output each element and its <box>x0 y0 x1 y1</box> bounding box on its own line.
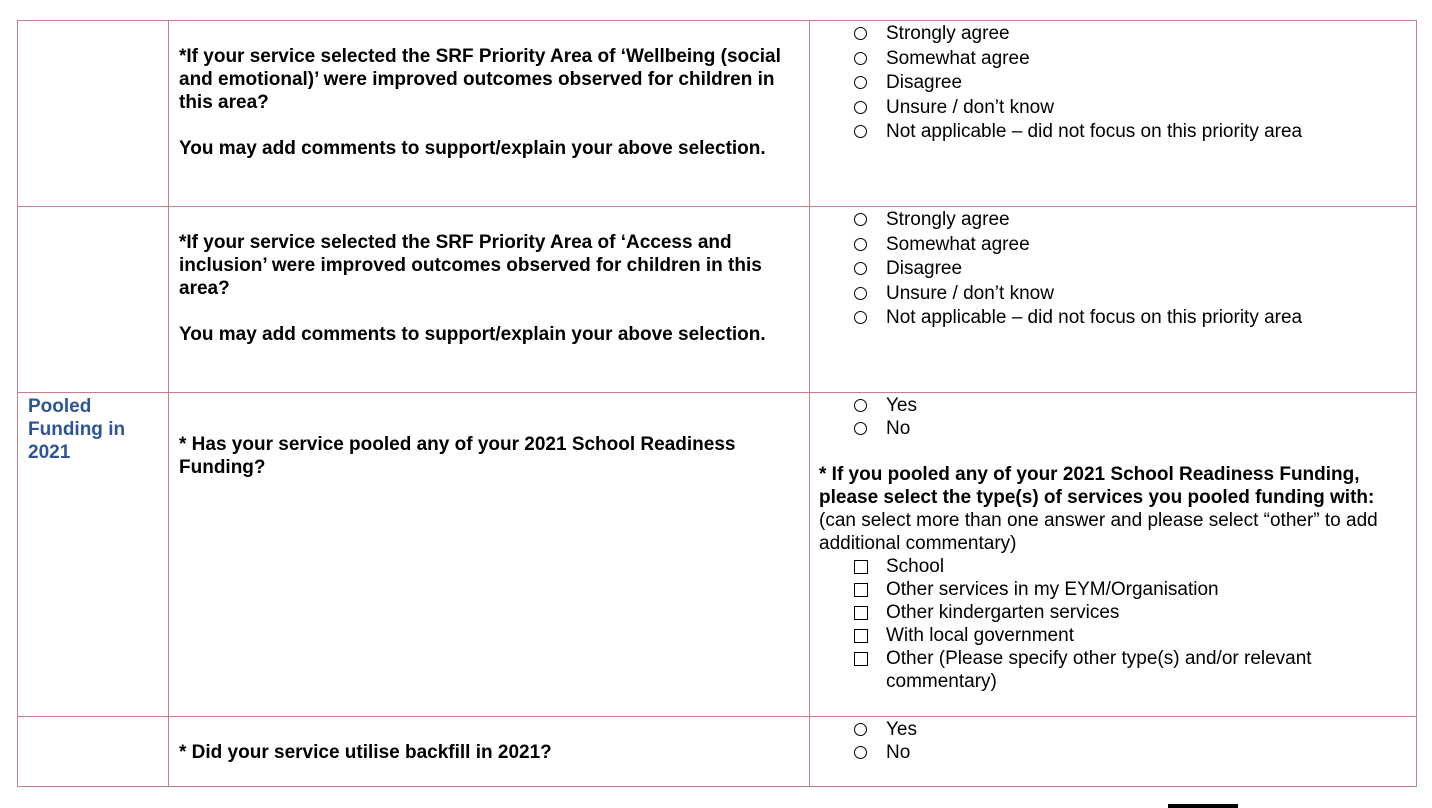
question-text: *If your service selected the SRF Priority Area of ‘Wellbeing (social and emotional)’ were improved outcomes observed for children in this area? <box>179 46 781 113</box>
radio-option[interactable] <box>854 120 1416 145</box>
question-text: *If your service selected the SRF Priority Area of ‘Access and inclusion’ were improved outcomes observed for children in this area? <box>179 232 762 299</box>
radio-group <box>810 21 1416 145</box>
radio-option[interactable] <box>854 47 1416 72</box>
radio-option[interactable] <box>854 282 1416 307</box>
radio-button-icon[interactable] <box>854 399 867 412</box>
question-cell <box>169 207 810 393</box>
answer-cell <box>810 207 1417 393</box>
access-question-row <box>18 207 1417 393</box>
radio-button-icon[interactable] <box>854 52 867 65</box>
backfill-row <box>18 717 1417 787</box>
radio-group <box>810 717 1416 764</box>
question-cell <box>169 21 810 207</box>
answer-cell <box>810 717 1417 787</box>
answer-cell <box>810 21 1417 207</box>
radio-option[interactable] <box>854 22 1416 47</box>
radio-option[interactable] <box>854 71 1416 96</box>
radio-button-icon[interactable] <box>854 262 867 275</box>
question-text: * Has your service pooled any of your 2021 School Readiness Funding? <box>179 434 736 478</box>
radio-button-icon[interactable] <box>854 101 867 114</box>
question-text: * Did your service utilise backfill in 2021? <box>179 742 552 763</box>
option-label: Other (Please specify other type(s) and/or relevant commentary) <box>886 648 1312 692</box>
radio-button-icon[interactable] <box>854 213 867 226</box>
radio-button-icon[interactable] <box>854 422 867 435</box>
option-label: No <box>886 418 911 439</box>
radio-option[interactable] <box>854 741 1416 764</box>
radio-option[interactable] <box>854 208 1416 233</box>
section-cell <box>18 393 169 717</box>
checkbox-option[interactable] <box>854 647 1416 693</box>
checkbox-option[interactable] <box>854 624 1416 647</box>
option-label: Other kindergarten services <box>886 602 1120 623</box>
option-label: Unsure / don’t know <box>886 282 1054 304</box>
option-label: Disagree <box>886 258 963 279</box>
checkbox-group <box>810 555 1416 693</box>
checkbox-icon[interactable] <box>854 560 868 574</box>
radio-button-icon[interactable] <box>854 287 867 300</box>
option-label: Strongly agree <box>886 23 1010 44</box>
radio-option[interactable] <box>854 257 1416 282</box>
radio-button-icon[interactable] <box>854 125 867 138</box>
comment-prompt: You may add comments to support/explain your above selection. <box>179 324 766 345</box>
section-title: Pooled Funding in 2021 <box>28 396 126 463</box>
option-label: Somewhat agree <box>886 47 1030 69</box>
radio-button-icon[interactable] <box>854 723 867 736</box>
radio-group <box>810 393 1416 440</box>
radio-button-icon[interactable] <box>854 311 867 324</box>
option-label: Not applicable – did not focus on this priority area <box>886 307 1303 328</box>
option-label: With local government <box>886 625 1074 646</box>
option-label: Yes <box>886 395 917 416</box>
option-label: Disagree <box>886 72 963 93</box>
option-label: No <box>886 742 911 763</box>
answer-cell <box>810 393 1417 717</box>
question-cell <box>169 717 810 787</box>
radio-option[interactable] <box>854 233 1416 258</box>
radio-option[interactable] <box>854 306 1416 331</box>
option-label: Yes <box>886 719 917 740</box>
section-cell <box>18 21 169 207</box>
radio-option[interactable] <box>854 718 1416 741</box>
radio-option[interactable] <box>854 417 1416 440</box>
checkbox-icon[interactable] <box>854 629 868 643</box>
comment-prompt: You may add comments to support/explain your above selection. <box>179 138 766 159</box>
radio-group <box>810 207 1416 331</box>
radio-option[interactable] <box>854 96 1416 121</box>
section-cell <box>18 717 169 787</box>
option-label: Strongly agree <box>886 209 1010 230</box>
survey-table <box>17 20 1417 787</box>
radio-button-icon[interactable] <box>854 27 867 40</box>
radio-option[interactable] <box>854 394 1416 417</box>
option-label: Somewhat agree <box>886 233 1030 255</box>
option-label: School <box>886 556 945 577</box>
question-cell <box>169 393 810 717</box>
pooled-funding-row <box>18 393 1417 717</box>
checkbox-icon[interactable] <box>854 652 868 666</box>
followup-question: * If you pooled any of your 2021 School Readiness Funding, please select the type(s) of services you pooled funding with: <box>819 464 1375 508</box>
section-cell <box>18 207 169 393</box>
radio-button-icon[interactable] <box>854 238 867 251</box>
checkbox-icon[interactable] <box>854 606 868 620</box>
radio-button-icon[interactable] <box>854 76 867 89</box>
checkbox-icon[interactable] <box>854 583 868 597</box>
checkbox-option[interactable] <box>854 601 1416 624</box>
wellbeing-question-row <box>18 21 1417 207</box>
option-label: Other services in my EYM/Organisation <box>886 579 1219 600</box>
radio-button-icon[interactable] <box>854 746 867 759</box>
page-footer-mark <box>1168 804 1238 808</box>
option-label: Not applicable – did not focus on this priority area <box>886 121 1303 142</box>
checkbox-option[interactable] <box>854 578 1416 601</box>
checkbox-option[interactable] <box>854 555 1416 578</box>
followup-note: (can select more than one answer and please select “other” to add additional commentary) <box>819 510 1378 554</box>
option-label: Unsure / don’t know <box>886 96 1054 118</box>
